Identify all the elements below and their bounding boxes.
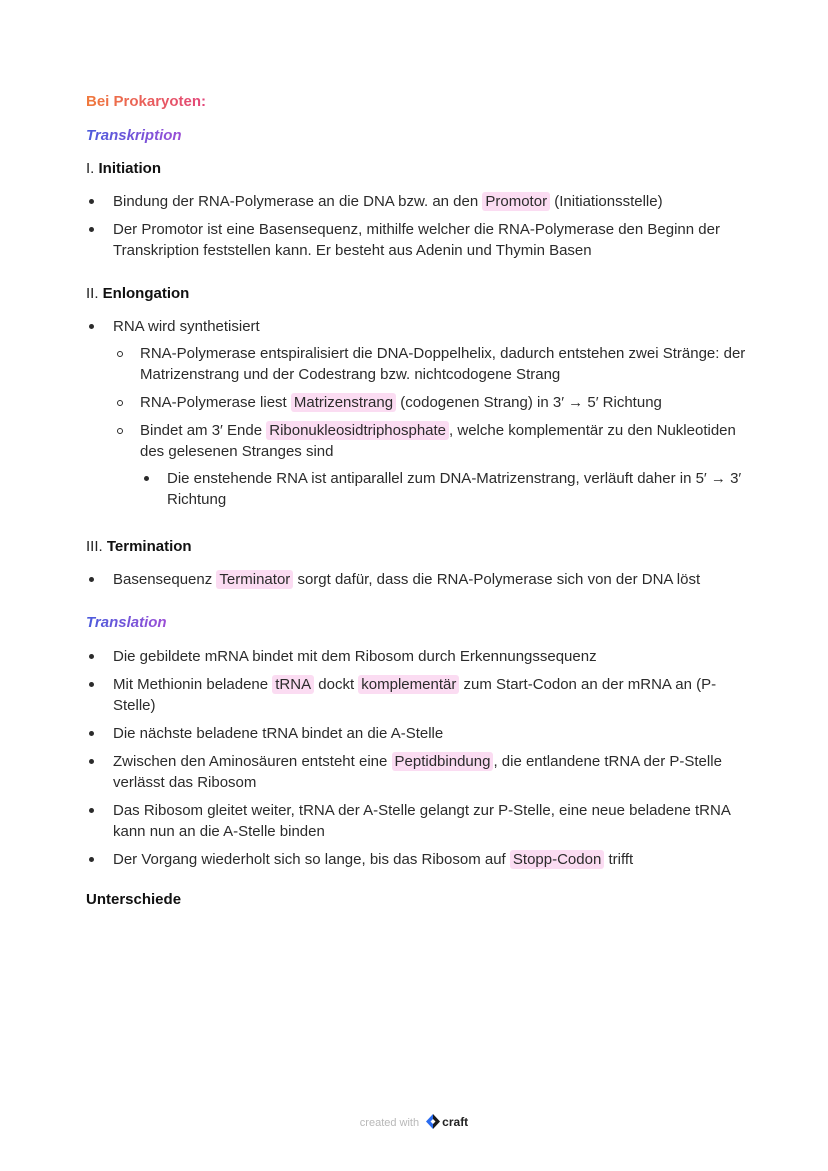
list-item: Bindung der RNA-Polymerase an die DNA bzw. an den Promotor (Initiationsstelle) <box>86 191 746 212</box>
list-item: Das Ribosom gleitet weiter, tRNA der A-Stelle gelangt zur P-Stelle, eine neue beladene tRNA kann nun an die A-Stelle binden <box>86 800 746 842</box>
list-item: Bindet am 3′ Ende Ribonukleosidtriphosphate , welche komplementär zu den Nukleotiden des gelesenen Stranges sind Die enstehende RNA ist antiparallel zum DNA-Matrizenstrang, verläuft daher in 5′ → 3′ Richtung <box>113 420 746 510</box>
list-item: Mit Methionin beladene tRNA dockt komplementär zum Start-Codon an der mRNA an (P-Stelle) <box>86 674 746 716</box>
heading-prokaryoten: Bei Prokaryoten: <box>86 93 207 110</box>
highlight-trna: tRNA <box>272 675 314 694</box>
section-initiation-title: I. Initiation <box>86 160 162 177</box>
list-item: Basensequenz Terminator sorgt dafür, dass die RNA-Polymerase sich von der DNA löst <box>86 569 746 590</box>
list-item: Der Promotor ist eine Basensequenz, mithilfe welcher die RNA-Polymerase den Beginn der Transkription feststellen kann. Er besteht aus Adenin und Thymin Basen <box>86 219 746 261</box>
highlight-komplementaer: komplementär <box>358 675 459 694</box>
highlight-matrizenstrang: Matrizenstrang <box>291 393 396 412</box>
highlight-stopp-codon: Stopp-Codon <box>510 850 604 869</box>
heading-transkription: Transkription <box>86 127 182 144</box>
list-item: Die gebildete mRNA bindet mit dem Ribosom durch Erkennungssequenz <box>86 646 746 667</box>
list-item: Die nächste beladene tRNA bindet an die A-Stelle <box>86 723 746 744</box>
highlight-promotor: Promotor <box>482 192 550 211</box>
footer-created-with: created with craft <box>359 1115 469 1129</box>
heading-translation: Translation <box>86 614 167 631</box>
elongation-list <box>86 316 746 517</box>
list-item: RNA wird synthetisiert RNA-Polymerase entspiralisiert die DNA-Doppelhelix, dadurch entstehen zwei Stränge: der Matrizenstrang und der Codestrang bzw. nichtcodogene Strang RNA-Polymerase liest Matrizenstrang (codogenen Strang) in 3′ → 5′ Richtung Bindet am 3′ Ende Ribonukleosidtriphosphate , welche komplementär zu den Nukleotiden des gelesenen Stranges sind Die enstehende RNA ist antiparallel zum DNA-Matrizenstrang, verläuft daher in 5′ → 3′ Richtung <box>86 316 746 510</box>
highlight-ribonukleosidtriphosphate: Ribonukleosidtriphosphate <box>266 421 449 440</box>
section-elongation-title: II. Enlongation <box>86 285 190 302</box>
initiation-list <box>86 191 746 268</box>
elongation-subsublist <box>140 468 746 510</box>
section-termination-title: III. Termination <box>86 538 192 555</box>
highlight-peptidbindung: Peptidbindung <box>392 752 494 771</box>
translation-list <box>86 646 746 877</box>
list-item: RNA-Polymerase liest Matrizenstrang (codogenen Strang) in 3′ → 5′ Richtung <box>113 392 746 413</box>
elongation-sublist <box>113 343 746 510</box>
list-item: RNA-Polymerase entspiralisiert die DNA-Doppelhelix, dadurch entstehen zwei Stränge: der Matrizenstrang und der Codestrang bzw. nichtcodogene Strang <box>113 343 746 385</box>
heading-unterschiede: Unterschiede <box>86 891 182 908</box>
craft-logo-icon <box>426 1114 440 1129</box>
list-item: Zwischen den Aminosäuren entsteht eine Peptidbindung , die entlandene tRNA der P-Stelle verlässt das Ribosom <box>86 751 746 793</box>
highlight-terminator: Terminator <box>216 570 293 589</box>
termination-list <box>86 569 746 597</box>
list-item: Die enstehende RNA ist antiparallel zum DNA-Matrizenstrang, verläuft daher in 5′ → 3′ Richtung <box>140 468 746 510</box>
list-item: Der Vorgang wiederholt sich so lange, bis das Ribosom auf Stopp-Codon trifft <box>86 849 746 870</box>
